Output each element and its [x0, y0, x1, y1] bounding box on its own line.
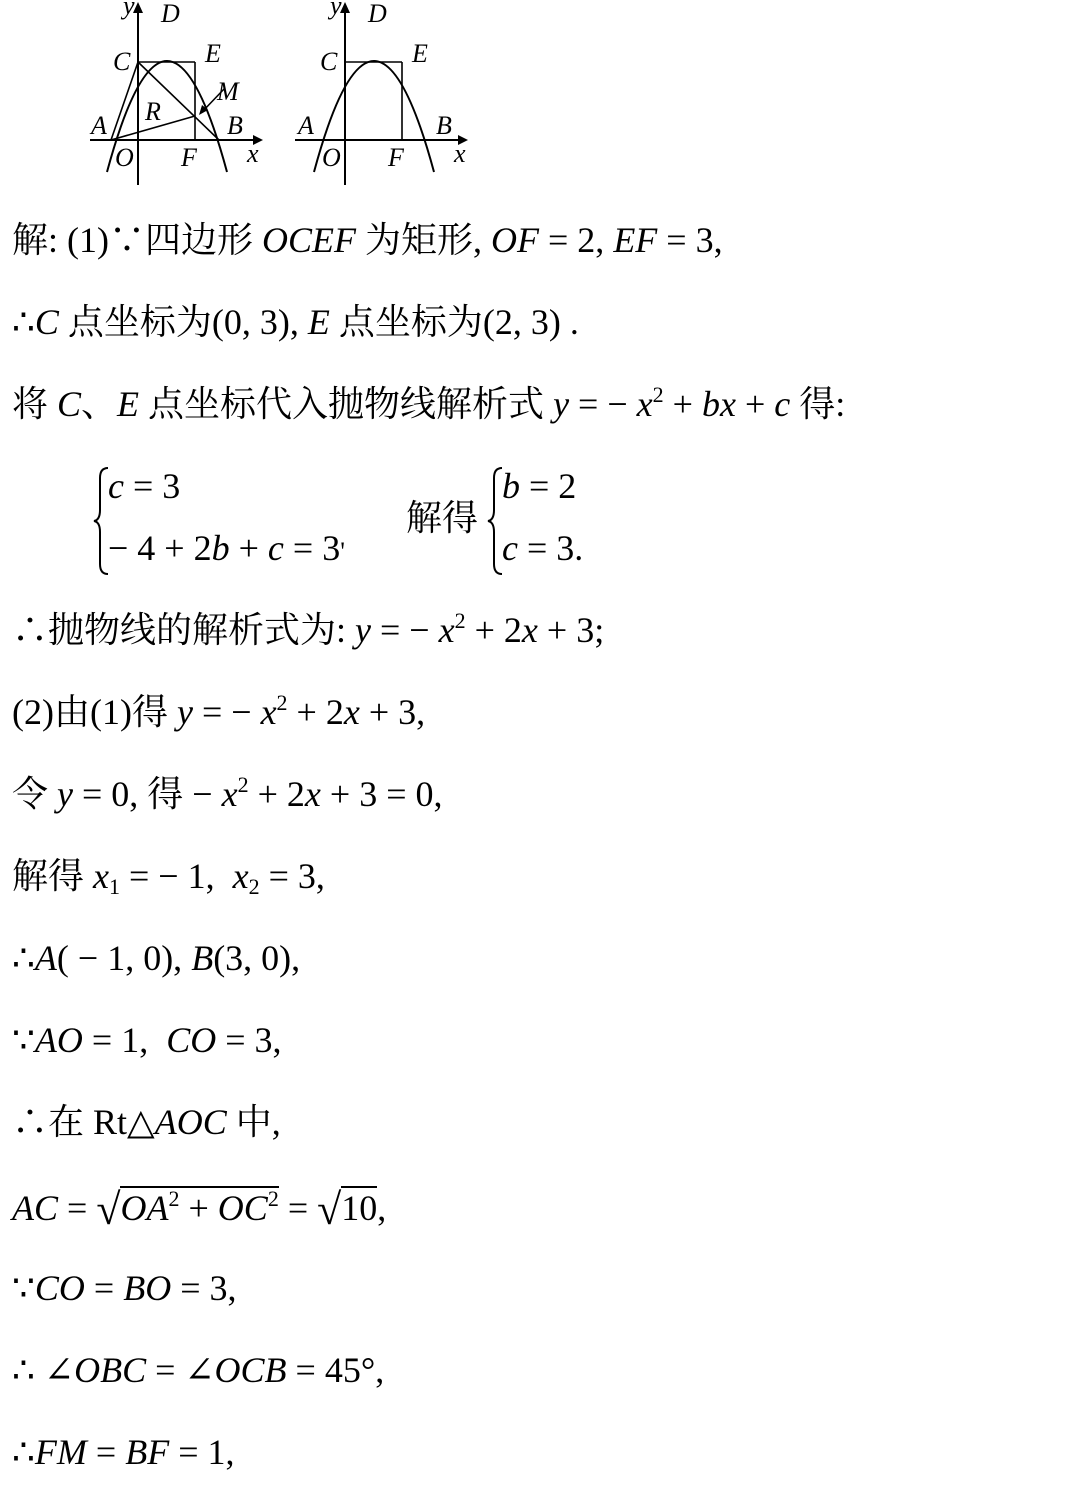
text: +	[735, 384, 775, 424]
math-var: AC	[12, 1188, 59, 1228]
period: .	[574, 528, 584, 568]
figure-left	[85, 0, 275, 195]
text: ,	[377, 1188, 387, 1228]
text: +	[229, 528, 268, 568]
text: = 45°,	[286, 1350, 385, 1390]
text: ∵	[12, 1268, 35, 1308]
text: 令	[12, 774, 58, 814]
text: 解得	[12, 856, 94, 896]
text: + 2	[248, 774, 305, 814]
solution-line-3	[12, 384, 845, 424]
text: ∴ ∠	[12, 1350, 75, 1390]
sqrt-radicand	[120, 1186, 278, 1226]
math-var: OC	[217, 1188, 268, 1228]
superscript: 2	[267, 1186, 279, 1211]
text: = 3,	[657, 220, 723, 260]
right-row-2	[502, 528, 583, 568]
text: 点坐标代入抛物线解析式	[139, 384, 554, 424]
math-var: BO	[123, 1268, 172, 1308]
text: = −	[192, 692, 261, 732]
text: 点坐标为(2, 3) .	[329, 302, 579, 342]
label-o: O	[115, 143, 134, 172]
math-var: AOC	[154, 1102, 227, 1142]
text: + 3 = 0,	[320, 774, 443, 814]
math-var: c	[774, 384, 791, 424]
text: 、	[81, 384, 118, 424]
math-var: y	[176, 692, 193, 732]
equation-system	[12, 460, 712, 580]
solution-line-2	[12, 302, 579, 342]
text: ( − 1, 0),	[56, 938, 192, 978]
label-e: E	[205, 39, 221, 68]
label-x: x	[454, 139, 466, 168]
label-a: A	[298, 111, 314, 140]
math-var: OCB	[214, 1350, 287, 1390]
math-var: x	[221, 774, 238, 814]
math-var: x	[438, 610, 455, 650]
text: = −	[569, 384, 637, 424]
label-c: C	[320, 47, 338, 76]
text: 得:	[790, 384, 846, 424]
text: ∴	[12, 1432, 35, 1472]
text: +	[663, 384, 702, 424]
solution-line-10	[12, 1020, 282, 1060]
math-var: b	[502, 466, 520, 506]
text: = ∠	[146, 1350, 215, 1390]
solution-line-11	[12, 1102, 281, 1142]
right-row-1	[502, 466, 576, 506]
math-var: x	[93, 856, 109, 896]
text: = 1,	[169, 1432, 235, 1472]
text: =	[58, 1188, 97, 1228]
text: (2)由(1)得	[12, 692, 177, 732]
label-y: y	[330, 0, 342, 20]
math-var: x	[636, 384, 653, 424]
math-var: E	[307, 302, 330, 342]
text: + 2	[287, 692, 344, 732]
math-var: OF	[491, 220, 539, 260]
text: ∴	[12, 938, 35, 978]
label-b: B	[436, 111, 452, 140]
math-var: x	[232, 856, 249, 896]
math-var: y	[553, 384, 570, 424]
text: + 3,	[359, 692, 426, 732]
text: 为矩形,	[355, 220, 482, 260]
text: +	[179, 1188, 218, 1228]
math-var: CO	[34, 1268, 85, 1308]
text: =	[84, 1268, 124, 1308]
left-row-2	[108, 528, 345, 572]
text: ∵	[12, 1020, 35, 1060]
math-var: y	[355, 610, 371, 650]
text: ∴	[12, 302, 35, 342]
text: = 3	[123, 466, 181, 506]
label-f: F	[181, 143, 197, 172]
math-var: AO	[34, 1020, 83, 1060]
label-c: C	[113, 47, 131, 76]
sqrt-icon: √	[96, 1185, 121, 1234]
solution-line-6	[12, 692, 425, 732]
label-x: x	[247, 139, 259, 168]
superscript: 2	[454, 608, 466, 633]
text: + 2	[465, 610, 522, 650]
math-var: E	[117, 384, 140, 424]
math-var: x	[343, 692, 360, 732]
text: = 2	[520, 466, 577, 506]
text: = 3	[283, 528, 341, 568]
solution-line-5	[12, 610, 604, 650]
text: =	[278, 1188, 318, 1228]
text: 中,	[226, 1102, 281, 1142]
text: =	[86, 1432, 126, 1472]
math-var: y	[57, 774, 73, 814]
text: = 0, 得 −	[73, 774, 222, 814]
text: 点坐标为(0, 3),	[58, 302, 299, 342]
text: = 3	[517, 528, 575, 568]
label-e: E	[412, 39, 428, 68]
text: (3, 0),	[213, 938, 301, 978]
text: = 2,	[539, 220, 605, 260]
left-row-1	[108, 466, 180, 506]
math-var: b	[211, 528, 230, 568]
math-var: x	[304, 774, 321, 814]
math-var: B	[191, 938, 214, 978]
solution-line-8	[12, 856, 325, 899]
label-f: F	[388, 143, 404, 172]
superscript: 2	[168, 1186, 180, 1211]
solution-line-1	[12, 220, 723, 260]
math-var: c	[267, 528, 284, 568]
math-var: c	[502, 528, 518, 568]
comma: '	[340, 537, 345, 566]
label-b: B	[227, 111, 243, 140]
text: − 4 + 2	[108, 528, 212, 568]
solution-line-14	[12, 1350, 384, 1390]
subscript: 1	[109, 874, 120, 899]
label-o: O	[322, 143, 341, 172]
figure-right	[290, 0, 480, 195]
label-d: D	[161, 0, 180, 28]
solution-line-15	[12, 1432, 235, 1472]
superscript: 2	[237, 772, 249, 797]
text: = 3,	[259, 856, 325, 896]
math-var: x	[260, 692, 277, 732]
math-var: OBC	[74, 1350, 147, 1390]
superscript: 2	[652, 382, 664, 407]
solution-line-7	[12, 774, 443, 814]
solve-word: 解得	[406, 498, 479, 538]
math-var: OA	[120, 1188, 169, 1228]
label-m: M	[217, 77, 239, 106]
math-var: x	[521, 610, 538, 650]
text: = −	[371, 610, 439, 650]
text: = 3,	[216, 1020, 282, 1060]
text: 解: (1)∵四边形	[12, 220, 262, 260]
math-var: C	[57, 384, 82, 424]
label-y: y	[123, 0, 135, 20]
label-a: A	[91, 111, 107, 140]
math-var: bx	[701, 384, 736, 424]
text: + 3;	[537, 610, 605, 650]
sqrt-radicand: 10	[341, 1188, 378, 1228]
text: = 3,	[171, 1268, 237, 1308]
text: 将	[12, 384, 58, 424]
math-var: EF	[613, 220, 658, 260]
superscript: 2	[276, 690, 288, 715]
label-d: D	[368, 0, 387, 28]
math-var: FM	[34, 1432, 87, 1472]
text: = 1,	[82, 1020, 158, 1060]
solution-line-9	[12, 938, 300, 978]
sqrt-icon: √	[317, 1185, 342, 1234]
solution-line-12	[12, 1185, 387, 1234]
solution-line-13	[12, 1268, 237, 1308]
text: ∴抛物线的解析式为:	[12, 610, 356, 650]
math-var: C	[34, 302, 59, 342]
label-r: R	[145, 97, 161, 126]
text: = − 1,	[120, 856, 224, 896]
text: ∴在 Rt△	[12, 1102, 155, 1142]
math-var: CO	[166, 1020, 217, 1060]
math-var: c	[108, 466, 124, 506]
subscript: 2	[248, 874, 260, 899]
figures	[0, 0, 1080, 195]
math-var: A	[34, 938, 57, 978]
math-var: OCEF	[261, 220, 356, 260]
math-var: BF	[125, 1432, 170, 1472]
